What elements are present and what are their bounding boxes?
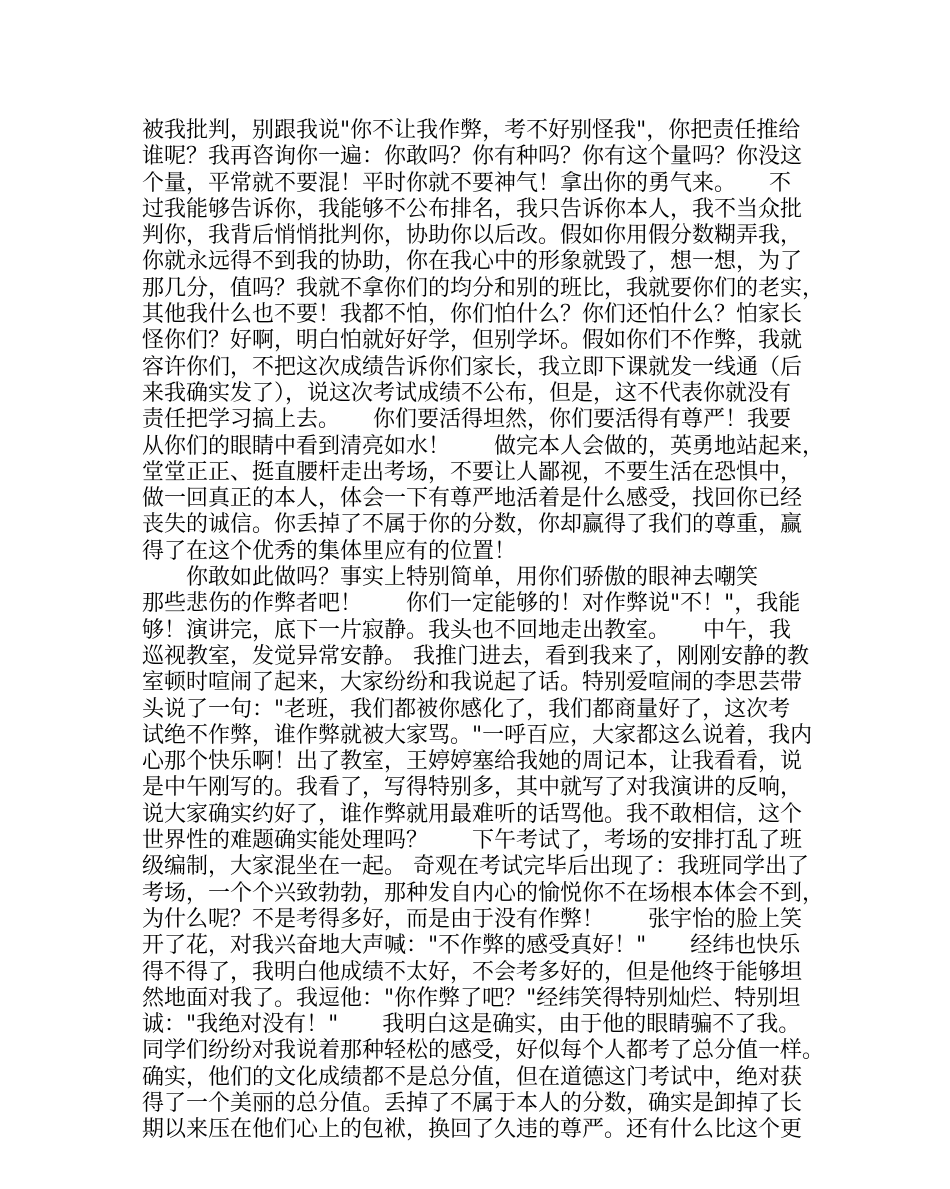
body-text xyxy=(142,118,862,1144)
text-line: 个量，平常就不要混！平时你就不要神气！拿出你的勇气来。 不 xyxy=(142,170,792,196)
text-line: 责任把学习搞上去。 你们要活得坦然，你们要活得有尊严！我要 xyxy=(142,407,792,433)
text-line: 你敢如此做吗？事实上特别简单，用你们骄傲的眼神去嘲笑 xyxy=(142,565,759,591)
text-line: 得了一个美丽的总分值。丢掉了不属于本人的分数，确实是卸掉了长 xyxy=(142,1090,803,1116)
text-line: 同学们纷纷对我说着那种轻松的感受，好似每个人都考了总分值一样。 xyxy=(142,1038,825,1064)
text-line: 考场，一个个兴致勃勃，那种发自内心的愉悦你不在场根本体会不到， xyxy=(142,880,825,906)
text-line: 其他我什么也不要！我都不怕，你们怕什么？你们还怕什么？怕家长 xyxy=(142,302,803,328)
text-line: 丧失的诚信。你丢掉了不属于你的分数，你却赢得了我们的尊重，赢 xyxy=(142,512,803,538)
text-line: 为什么呢？不是考得多好，而是由于没有作弊！ 张宇怡的脸上笑 xyxy=(142,906,803,932)
text-line: 那几分，值吗？我就不拿你们的均分和别的班比，我就要你们的老实， xyxy=(142,275,825,301)
text-line: 室顿时喧闹了起来，大家纷纷和我说起了话。特别爱喧闹的李思芸带 xyxy=(142,670,803,696)
text-line: 期以来压在他们心上的包袱，换回了久违的尊严。还有什么比这个更 xyxy=(142,1117,803,1143)
text-line: 头说了一句："老班，我们都被你感化了，我们都商量好了，这次考 xyxy=(142,696,791,722)
text-line: 过我能够告诉你，我能够不公布排名，我只告诉你本人，我不当众批 xyxy=(142,196,803,222)
text-line: 从你们的眼睛中看到清亮如水！ 做完本人会做的，英勇地站起来， xyxy=(142,433,825,459)
text-line: 诚："我绝对没有！" 我明白这是确实，由于他的眼睛骗不了我。 xyxy=(142,1012,801,1038)
text-line: 开了花，对我兴奋地大声喊："不作弊的感受真好！" 经纬也快乐 xyxy=(142,933,801,959)
text-line: 然地面对我了。我逗他："你作弊了吧？"经纬笑得特别灿烂、特别坦 xyxy=(142,985,801,1011)
text-line: 得不得了，我明白他成绩不太好，不会考多好的，但是他终于能够坦 xyxy=(142,959,803,985)
text-line: 世界性的难题确实能处理吗？ 下午考试了，考场的安排打乱了班 xyxy=(142,828,803,854)
text-line: 做一回真正的本人，体会一下有尊严地活着是什么感受，找回你已经 xyxy=(142,486,803,512)
text-line: 那些悲伤的作弊者吧！ 你们一定能够的！对作弊说"不！"，我能 xyxy=(142,591,801,617)
text-line: 得了在这个优秀的集体里应有的位置！ xyxy=(142,538,517,564)
text-line: 说大家确实约好了，谁作弊就用最难听的话骂他。我不敢相信，这个 xyxy=(142,801,803,827)
text-line: 被我批判，别跟我说"你不让我作弊，考不好别怪我"，你把责任推给 xyxy=(142,118,801,143)
text-line: 判你，我背后悄悄批判你，协助你以后改。假如你用假分数糊弄我， xyxy=(142,223,803,249)
text-line: 容许你们，不把这次成绩告诉你们家长，我立即下课就发一线通（后 xyxy=(142,354,803,380)
text-line: 够！演讲完，底下一片寂静。我头也不回地走出教室。 中午，我 xyxy=(142,617,792,643)
text-line: 确实，他们的文化成绩都不是总分值，但在道德这门考试中，绝对获 xyxy=(142,1064,803,1090)
text-line: 巡视教室，发觉异常安静。 我推门进去，看到我来了，刚刚安静的教 xyxy=(142,643,809,669)
text-line: 堂堂正正、挺直腰杆走出考场，不要让人鄙视，不要生活在恐惧中， xyxy=(142,459,803,485)
text-line: 怪你们？好啊，明白怕就好好学，但别学坏。假如你们不作弊，我就 xyxy=(142,328,803,354)
text-line: 心那个快乐啊！出了教室，王婷婷塞给我她的周记本，让我看看，说 xyxy=(142,749,803,775)
text-line: 谁呢？我再咨询你一遍：你敢吗？你有种吗？你有这个量吗？你没这 xyxy=(142,144,803,170)
text-line: 级编制，大家混坐在一起。 奇观在考试完毕后出现了：我班同学出了 xyxy=(142,854,809,880)
text-line: 是中午刚写的。我看了，写得特别多，其中就写了对我演讲的反响， xyxy=(142,775,803,801)
text-line: 你就永远得不到我的协助，你在我心中的形象就毁了，想一想，为了 xyxy=(142,249,803,275)
text-line: 试绝不作弊，谁作弊就被大家骂。"一呼百应，大家都这么说着，我内 xyxy=(142,722,813,748)
text-line: 来我确实发了），说这次考试成绩不公布，但是，这不代表你就没有 xyxy=(142,380,792,406)
